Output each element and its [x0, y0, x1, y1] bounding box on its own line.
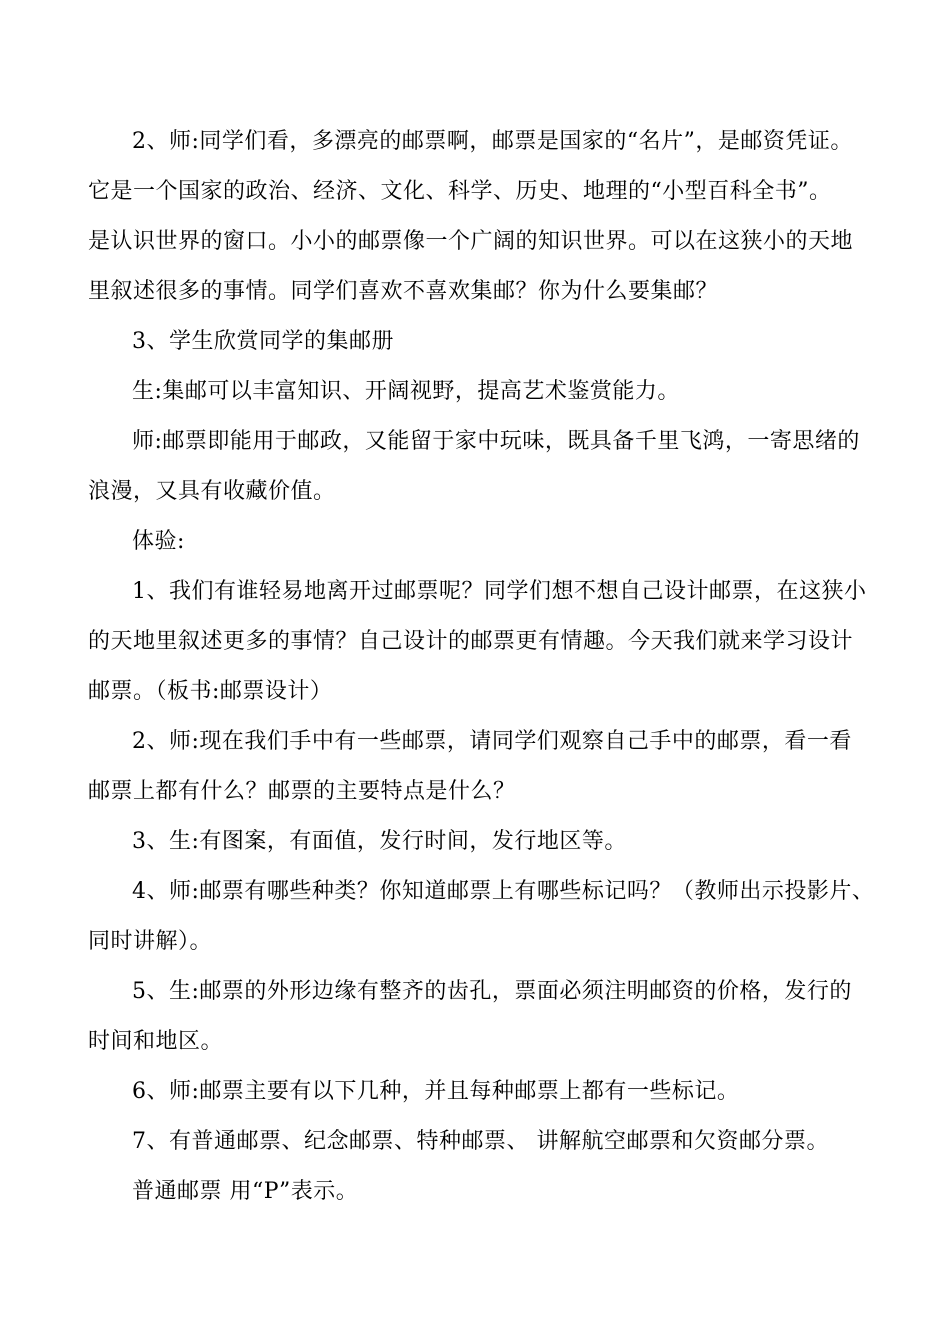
paragraph-appreciate-album	[88, 317, 878, 367]
paragraph-ordinary-stamp	[88, 1167, 878, 1217]
paragraph-student-answer	[88, 367, 878, 417]
text-line: 1、我们有谁轻易地离开过邮票呢？同学们想不想自己设计邮票，在这狭小	[132, 579, 867, 604]
text-line: 里叙述很多的事情。同学们喜欢不喜欢集邮？你为什么要集邮？	[88, 279, 719, 304]
text-line: 4、师:邮票有哪些种类？你知道邮票上有哪些标记吗？（教师出示投影片、	[132, 879, 875, 904]
text-line: 3、学生欣赏同学的集邮册	[132, 329, 394, 354]
text-line: 邮票上都有什么？邮票的主要特点是什么？	[88, 779, 516, 804]
text-line: 是认识世界的窗口。小小的邮票像一个广阔的知识世界。可以在这狭小的天地	[88, 229, 854, 254]
text-line: 2、师:同学们看，多漂亮的邮票啊，邮票是国家的“名片”，是邮资凭证。	[132, 129, 853, 154]
text-line: 普通邮票 用“P”表示。	[132, 1179, 359, 1204]
paragraph-design-stamps	[88, 567, 878, 717]
paragraph-experience-heading	[88, 517, 878, 567]
text-line: 的天地里叙述更多的事情？自己设计的邮票更有情趣。今天我们就来学习设计	[88, 629, 854, 654]
text-line: 6、师:邮票主要有以下几种，并且每种邮票上都有一些标记。	[132, 1079, 740, 1104]
text-line: 7、有普通邮票、纪念邮票、特种邮票、 讲解航空邮票和欠资邮分票。	[132, 1129, 829, 1154]
paragraph-teacher-value	[88, 417, 878, 517]
text-line: 邮票。（板书:邮票设计）	[88, 679, 333, 704]
text-line: 3、生:有图案，有面值，发行时间，发行地区等。	[132, 829, 627, 854]
text-line: 师:邮票即能用于邮政，又能留于家中玩味，既具备千里飞鸿，一寄思绪的	[132, 429, 860, 454]
text-line: 生:集邮可以丰富知识、开阔视野，提高艺术鉴赏能力。	[132, 379, 680, 404]
text-line: 2、师:现在我们手中有一些邮票，请同学们观察自己手中的邮票，看一看	[132, 729, 852, 754]
paragraph-stamp-types-question	[88, 867, 878, 967]
text-line: 体验:	[132, 529, 185, 554]
text-line: 5、生:邮票的外形边缘有整齐的齿孔，票面必须注明邮资的价格，发行的	[132, 979, 852, 1004]
text-line: 时间和地区。	[88, 1029, 224, 1054]
paragraph-stamp-categories	[88, 1117, 878, 1167]
paragraph-stamp-features	[88, 817, 878, 867]
paragraph-stamps-intro	[88, 117, 878, 317]
paragraph-observe-stamps	[88, 717, 878, 817]
paragraph-stamp-edges	[88, 967, 878, 1067]
text-line: 它是一个国家的政治、经济、文化、科学、历史、地理的“小型百科全书”。	[88, 179, 832, 204]
paragraph-stamp-kinds	[88, 1067, 878, 1117]
text-line: 同时讲解）。	[88, 929, 213, 954]
text-line: 浪漫，又具有收藏价值。	[88, 479, 336, 504]
